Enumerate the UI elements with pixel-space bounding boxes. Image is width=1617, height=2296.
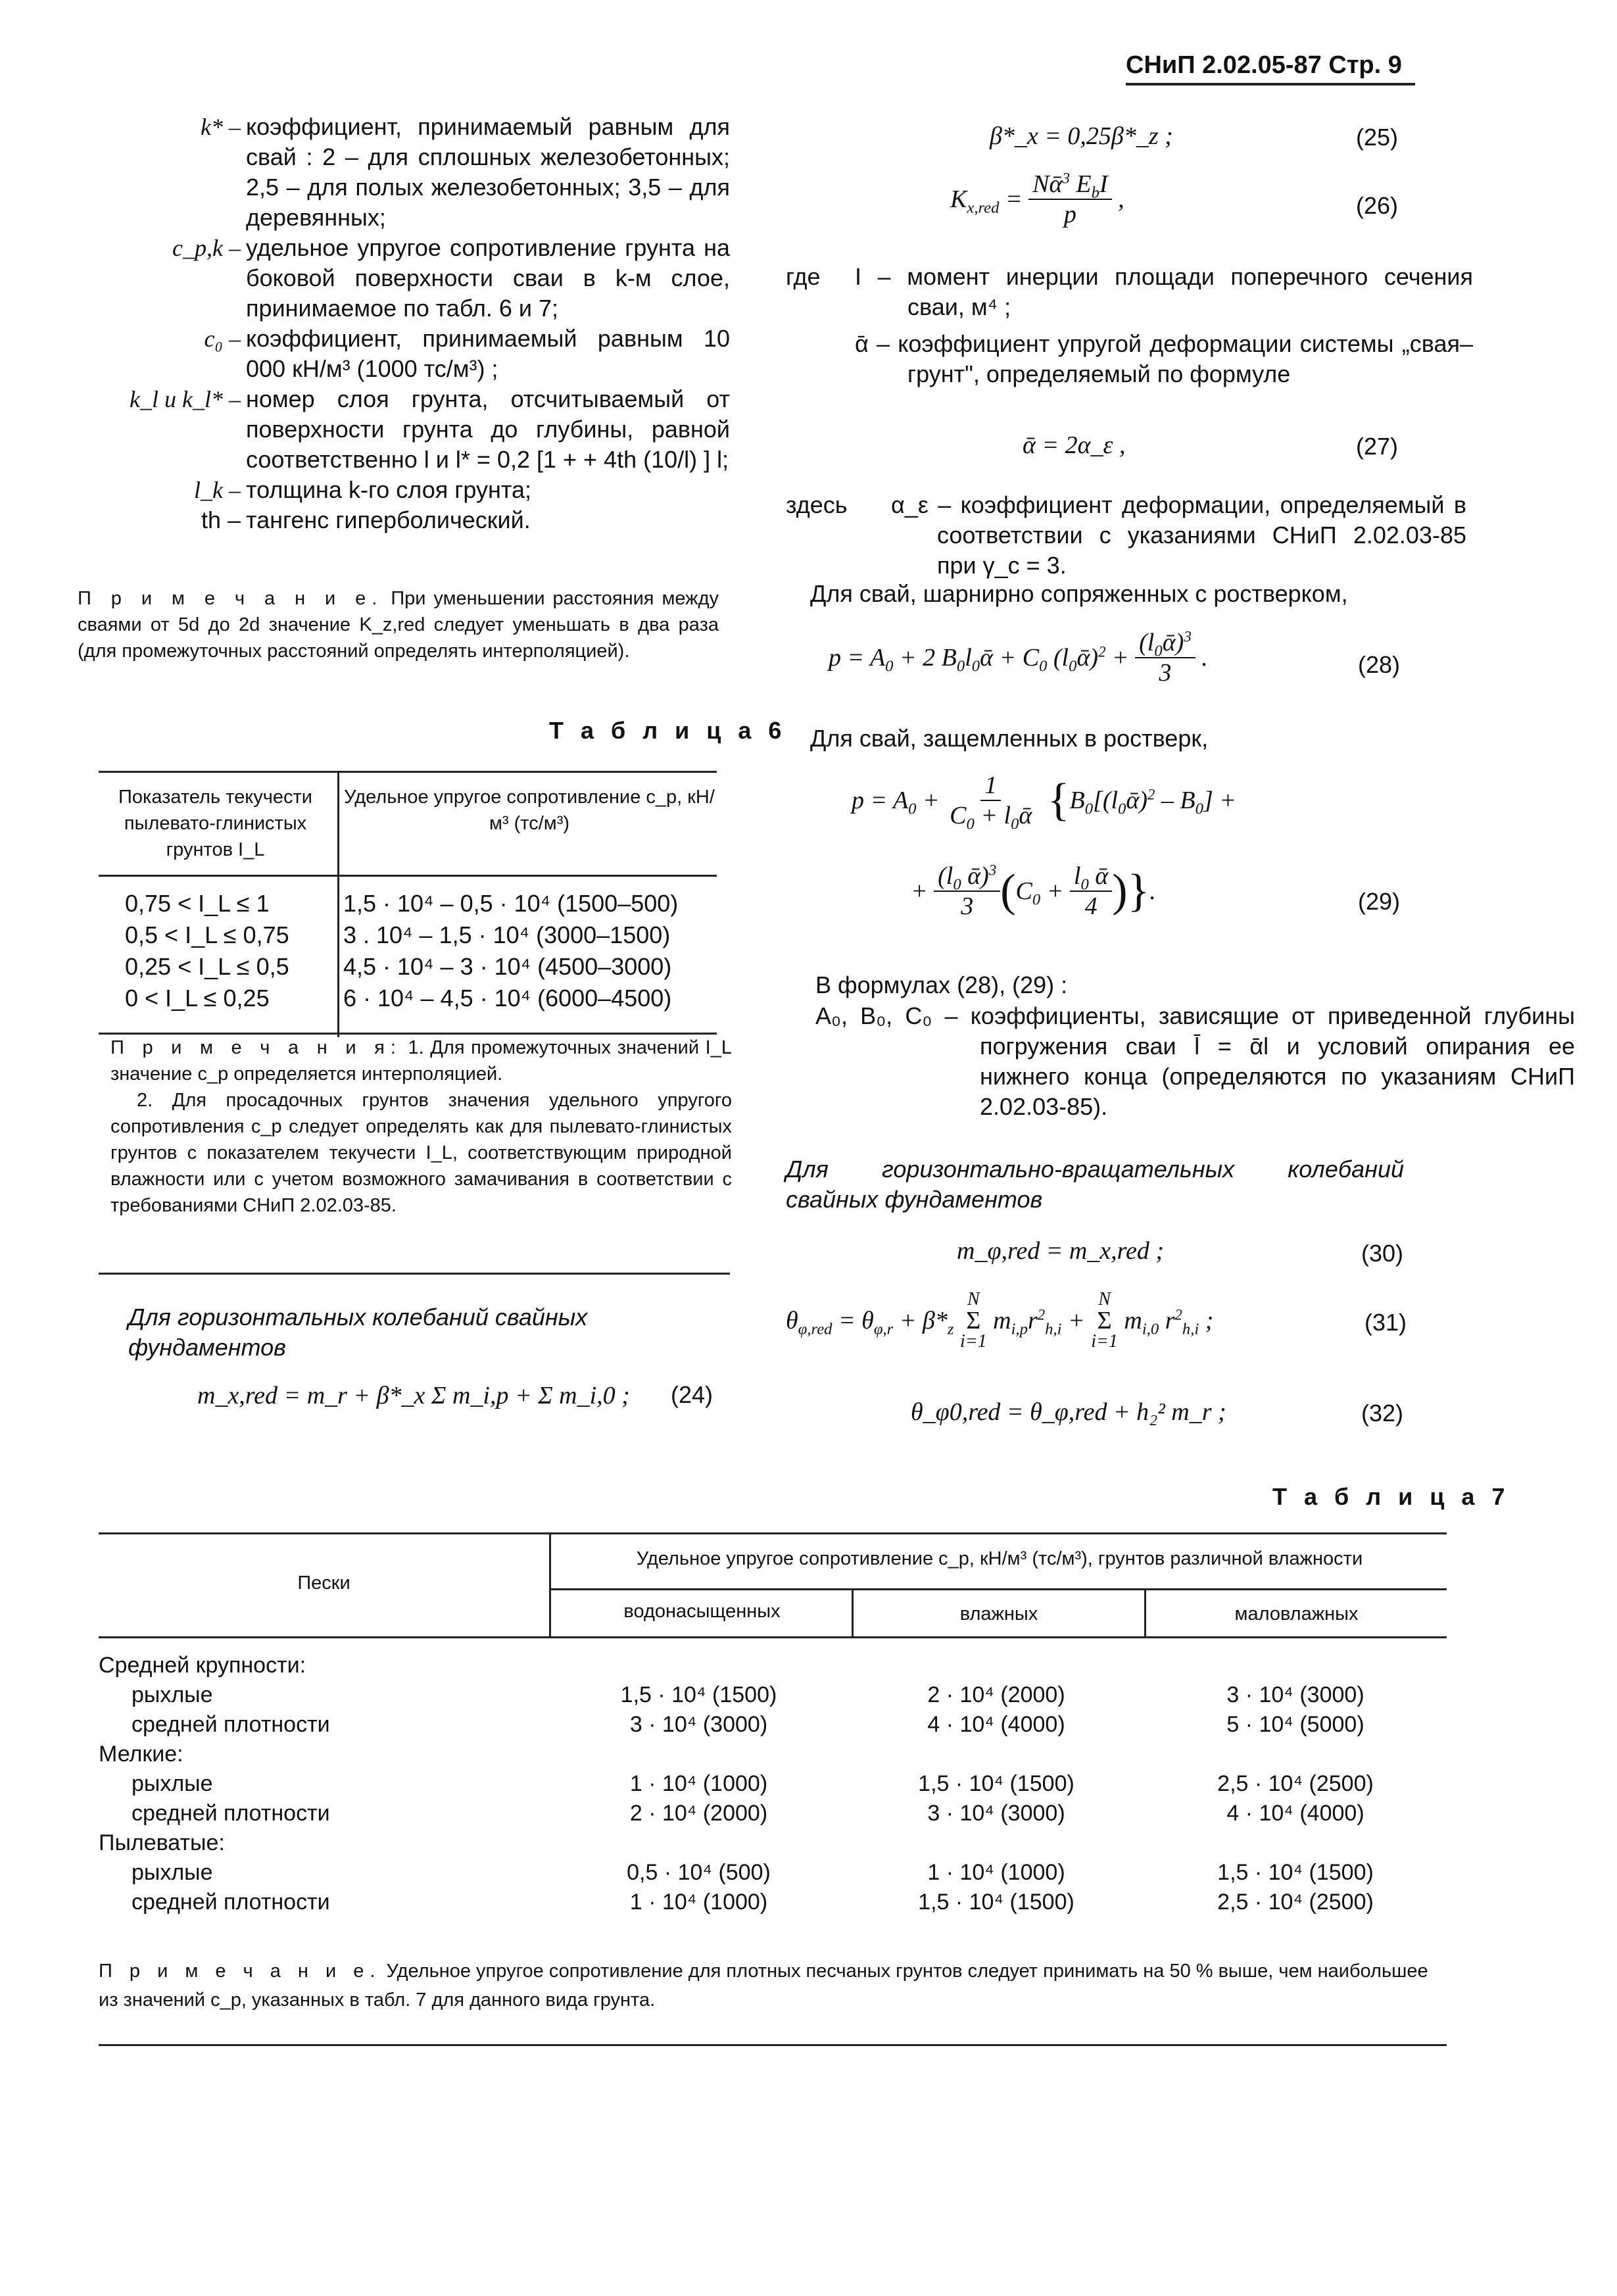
- equation-32-number: (32): [1361, 1400, 1404, 1427]
- table7-cell: [549, 1740, 848, 1769]
- table-row: [99, 1799, 1447, 1828]
- equation-27-number: (27): [1356, 433, 1399, 460]
- table7-cell: 3 · 10⁴ (3000): [629, 1712, 768, 1737]
- table7-row-label: Средней крупности:: [99, 1653, 306, 1678]
- notes-2-item-1: 1. Для промежуточных значений I_L значение c_p определяется интерполяцией.: [110, 1037, 732, 1085]
- table7-cell: 3 · 10⁴ (3000): [1226, 1682, 1364, 1707]
- table7-cell: 1,5 · 10⁴ (1500): [1217, 1860, 1374, 1885]
- def-symbol: l_k –: [194, 477, 241, 503]
- rotational-heading: Для горизонтально-вращательных колебаний свайных фундаментов: [786, 1156, 1404, 1213]
- equation-30: m_φ,red = m_x,red ;: [957, 1237, 1165, 1265]
- table7-cell: 4 · 10⁴ (4000): [927, 1712, 1065, 1737]
- table7-row-label: средней плотности: [132, 1890, 330, 1915]
- table6-row-1-value: 1,5 · 10⁴ – 0,5 · 10⁴ (1500–500): [343, 890, 679, 917]
- table-row: [99, 1680, 1447, 1710]
- table6-col2: [343, 888, 725, 1014]
- table7-cell: [848, 1651, 1144, 1680]
- note-1-label: П р и м е ч а н и е.: [78, 588, 383, 609]
- def-lk: [99, 475, 730, 505]
- table7-title: Т а б л и ц а 7: [1272, 1483, 1510, 1510]
- I-definition: I – момент инерции площади поперечного сечения сваи, м⁴ ;: [855, 263, 1473, 320]
- def-k-star: [99, 112, 730, 233]
- def-symbol: k_l и k_l* –: [130, 386, 241, 412]
- table7-row-label: рыхлые: [132, 1860, 213, 1885]
- table7-row-label: средней плотности: [132, 1801, 330, 1826]
- table7-sub-head-moist: влажных: [959, 1603, 1038, 1624]
- def-text: тангенс гиперболический.: [246, 506, 531, 533]
- alpha-definition: ᾱ – коэффициент упругой деформации системы „свая–грунт", определяемый по формуле: [855, 330, 1473, 387]
- def-text: удельное упругое сопротивление грунта на боковой поверхности сваи в k-м слое, принимаемое по табл. 6 и 7;: [246, 234, 730, 322]
- table6-head-col1: Показатель текучести пылевато-глинистых грунтов I_L: [118, 787, 312, 860]
- table6-top-rule: [99, 771, 717, 773]
- table-row: [99, 1740, 1447, 1769]
- horizontal-heading: Для горизонтальных колебаний свайных фундаментов: [128, 1304, 588, 1361]
- table7-cell: [549, 1828, 848, 1858]
- def-th: [99, 505, 730, 535]
- table7-cell: 2 · 10⁴ (2000): [629, 1801, 768, 1826]
- table7-cell: [549, 1651, 848, 1680]
- table6-title: Т а б л и ц а 6: [549, 717, 787, 744]
- def-c0: [99, 324, 730, 384]
- table7-cell: 1 · 10⁴ (1000): [629, 1771, 768, 1796]
- equation-32: θ_φ0,red = θ_φ,red + h₂² m_r ;: [911, 1398, 1226, 1426]
- table7-note-label: П р и м е ч а н и е.: [99, 1961, 381, 1982]
- table7-cell: 1,5 · 10⁴ (1500): [918, 1890, 1074, 1915]
- table-row: [99, 1769, 1447, 1799]
- table7-cell: [1144, 1740, 1447, 1769]
- table7-note-text: Удельное упругое сопротивление для плотных песчаных грунтов следует принимать на 50 % выше, чем наибольшее из значений c_p, указанных в табл. 7 для данного вида грунта.: [99, 1961, 1428, 2011]
- table6-col-divider: [337, 771, 339, 1037]
- formulas-intro: В формулах (28), (29) :: [815, 971, 1068, 998]
- equation-31-number: (31): [1364, 1309, 1407, 1336]
- table6-row-3-range: 0,25 < I_L ≤ 0,5: [125, 953, 289, 980]
- table7-cell: [1144, 1828, 1447, 1858]
- table7-cell: [848, 1740, 1144, 1769]
- table7-cell: 5 · 10⁴ (5000): [1226, 1712, 1364, 1737]
- def-text: номер слоя грунта, отсчитываемый от поверхности грунта до глубины, равной соответственно l и l* = 0,2 [1 + + 4th (10/l) ] l;: [246, 385, 730, 473]
- notes-2-item-2: 2. Для просадочных грунтов значения удельного упругого сопротивления c_p следует определять как для пылевато-глинистых грунтов с показателем текучести I_L, соответствующим природной влажности или с учетом возможного замачивания в соответствии с требованиями СНиП 2.02.03-85.: [110, 1090, 732, 1216]
- table6-head-col2: Удельное упругое сопротивление c_p, кН/м³ (тс/м³): [344, 787, 715, 834]
- table7-sub-head-saturated: водонасыщенных: [623, 1601, 781, 1622]
- table7-row-label: Пылеватые:: [99, 1830, 225, 1855]
- bottom-rule: [99, 2044, 1447, 2046]
- table7-cell: 2,5 · 10⁴ (2500): [1217, 1890, 1374, 1915]
- equation-24-number: (24): [671, 1381, 713, 1408]
- coefficients-definition: A₀, B₀, C₀ – коэффициенты, зависящие от приведенной глубины погружения сваи l̄ = ᾱl и условий опирания ее нижнего конца (определяются по указаниям СНиП 2.02.03-85).: [815, 1002, 1575, 1120]
- equation-29-number: (29): [1358, 888, 1401, 915]
- def-text: толщина k-го слоя грунта;: [246, 476, 531, 503]
- table7-cell: 2 · 10⁴ (2000): [927, 1682, 1065, 1707]
- where-label: где: [786, 263, 821, 290]
- table7-top-rule: [99, 1532, 1447, 1534]
- notes-2-label: П р и м е ч а н и я:: [110, 1037, 402, 1058]
- header-underline: [1126, 83, 1415, 85]
- equation-28: $p = A_0 + 2$ $B_0l_0ᾱ + C_0$ $(l_0ᾱ)^2$ + $\frac{(l_0ᾱ)^3}{3}$ .: [829, 628, 1208, 687]
- def-cpk: [99, 233, 730, 324]
- table6-row-1-range: 0,75 < I_L ≤ 1: [125, 890, 270, 917]
- def-symbol: th –: [201, 506, 241, 533]
- note-1: [78, 585, 719, 664]
- equation-26-number: (26): [1356, 192, 1399, 219]
- equation-25: β*_x = 0,25β*_z ;: [990, 122, 1173, 150]
- table7-cell: 1,5 · 10⁴ (1500): [918, 1771, 1074, 1796]
- table7-note: [99, 1957, 1447, 2015]
- table7-cell: [1144, 1651, 1447, 1680]
- def-symbol: c_p,k –: [172, 235, 241, 261]
- equation-24: m_x,red = m_r + β*_x Σ m_i,p + Σ m_i,0 ;: [197, 1382, 630, 1409]
- table7-cell: 1 · 10⁴ (1000): [927, 1860, 1065, 1885]
- table7-cell: 1 · 10⁴ (1000): [629, 1890, 768, 1915]
- table6-row-4-range: 0 < I_L ≤ 0,25: [125, 985, 270, 1012]
- table-row: [99, 1710, 1447, 1740]
- def-symbol: c₀ –: [204, 326, 241, 352]
- def-text: коэффициент, принимаемый равным для свай : 2 – для сплошных железобетонных; 2,5 – для полых железобетонных; 3,5 – для деревянных;: [246, 113, 730, 231]
- table7-row-label: средней плотности: [132, 1712, 330, 1737]
- table-row: [99, 1858, 1447, 1888]
- def-symbol: k* –: [201, 114, 241, 140]
- table7-cell: 1,5 · 10⁴ (1500): [620, 1682, 777, 1707]
- table7-head-rule: [99, 1636, 1447, 1638]
- table7-row-label: рыхлые: [132, 1771, 213, 1796]
- table7-body: [99, 1651, 1447, 1917]
- table-row: [99, 1888, 1447, 1917]
- fixed-piles-text: Для свай, защемленных в ростверк,: [810, 725, 1209, 752]
- alpha-eps-definition: α_ε – коэффициент деформации, определяемый в соответствии с указаниями СНиП 2.02.03-85 при γ_c = 3.: [891, 491, 1466, 579]
- equation-29-line-1: $p = A_0$ + $\frac{1}{C_0 + l_0ᾱ}$ { $B_0[(l_0ᾱ)^2 - B_0]$ +: [852, 771, 1236, 833]
- equation-29-line-2: + $\frac{(l_0 ᾱ)^3}{3}$ ( $C_0$ + $\frac{l_0 ᾱ}{4}$ )} .: [911, 862, 1156, 920]
- table7-row-label: рыхлые: [132, 1682, 213, 1707]
- table6-row-4-value: 6 · 10⁴ – 4,5 · 10⁴ (6000–4500): [343, 985, 672, 1012]
- notes-rule: [99, 1273, 730, 1275]
- table7-span-head: Удельное упругое сопротивление c_p, кН/м³ (тс/м³), грунтов различной влажности: [636, 1548, 1363, 1569]
- table-row: [99, 1651, 1447, 1680]
- table7-col-sands: Пески: [297, 1573, 350, 1594]
- table7-row-label: Мелкие:: [99, 1742, 183, 1767]
- equation-30-number: (30): [1361, 1240, 1404, 1267]
- table7-cell: [848, 1828, 1144, 1858]
- table7-cell: 3 · 10⁴ (3000): [927, 1801, 1065, 1826]
- page-header: СНиП 2.02.05-87 Стр. 9: [1126, 51, 1402, 79]
- equation-28-number: (28): [1358, 651, 1401, 678]
- table6-row-3-value: 4,5 · 10⁴ – 3 · 10⁴ (4500–3000): [343, 953, 672, 980]
- table7-subhead-rule: [549, 1588, 1447, 1590]
- here-label: здесь: [786, 491, 848, 518]
- table-row: [99, 1828, 1447, 1858]
- def-kl: [99, 384, 730, 475]
- table6-row-2-value: 3 . 10⁴ – 1,5 · 10⁴ (3000–1500): [343, 921, 671, 948]
- table7-divider-0: [549, 1532, 551, 1638]
- equation-27: ᾱ = 2α_ε ,: [1023, 431, 1126, 459]
- hinged-piles-text: Для свай, шарнирно сопряженных с ростверком,: [810, 580, 1348, 607]
- equation-25-number: (25): [1356, 124, 1399, 151]
- def-text: коэффициент, принимаемый равным 10 000 кН/м³ (1000 тс/м³) ;: [246, 325, 730, 382]
- definitions-list: [99, 112, 730, 535]
- table7-cell: 2,5 · 10⁴ (2500): [1217, 1771, 1374, 1796]
- equation-26: $K_{x,red}$ = $\frac{Nᾱ^3 E_bI}{p}$ ,: [950, 170, 1124, 228]
- table7-cell: 0,5 · 10⁴ (500): [627, 1860, 771, 1885]
- table7-cell: 4 · 10⁴ (4000): [1226, 1801, 1364, 1826]
- equation-31: $\theta_{\varphi,red} = \theta_{\varphi,r} + \beta*_z$ N Σ i=1 $m_{i,p}r^2_{h,i}$ + N Σ i=1 $m_{i,0}$ $r^2_{h,i}$ ;: [786, 1289, 1214, 1352]
- table6-col1: [125, 888, 335, 1014]
- table6-head-rule: [99, 875, 717, 877]
- table6-row-2-range: 0,5 < I_L ≤ 0,75: [125, 921, 289, 948]
- note-1-text: При уменьшении расстояния между сваями от 5d до 2d значение K_z,red следует уменьшать в два раза (для промежуточных расстояний определять интерполяцией).: [78, 588, 719, 662]
- table7-sub-head-low-moisture: маловлажных: [1234, 1603, 1359, 1624]
- table6-notes: [110, 1035, 732, 1219]
